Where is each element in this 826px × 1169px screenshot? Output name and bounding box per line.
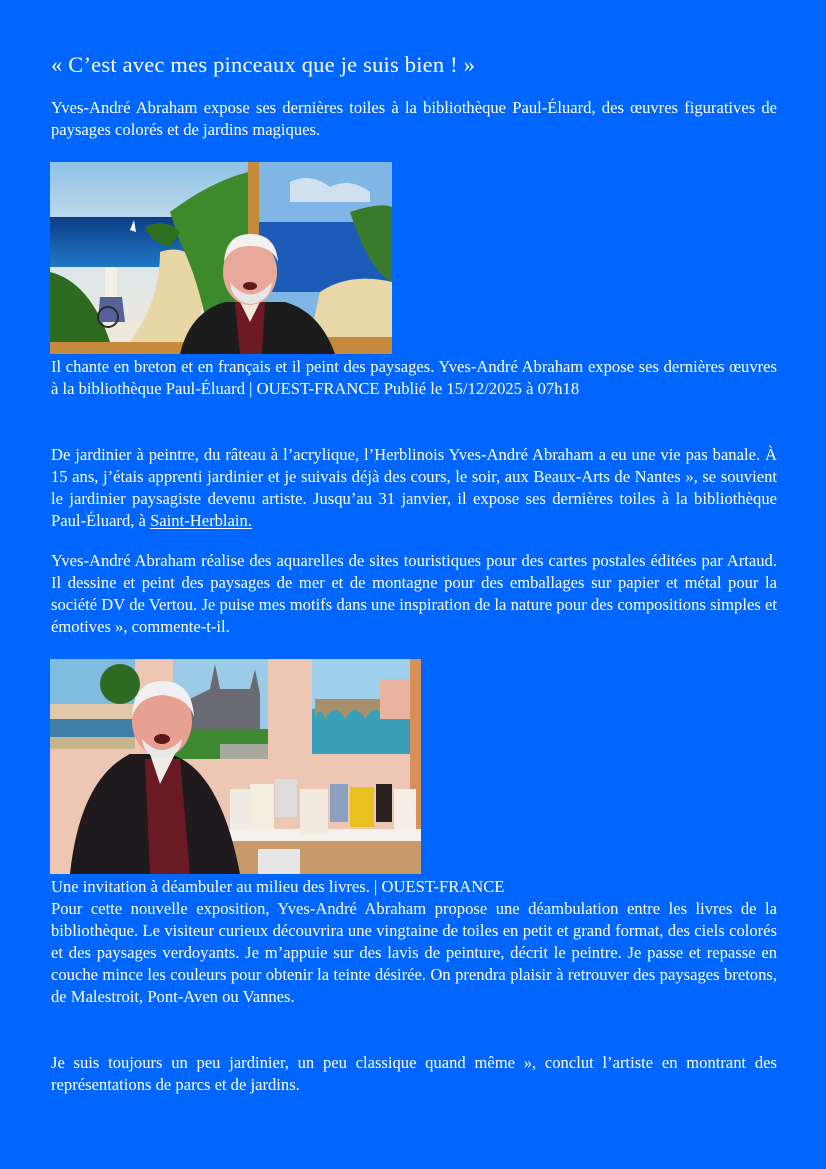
article-title: « C’est avec mes pinceaux que je suis bien ! » — [51, 52, 476, 77]
article-lead: Yves-André Abraham expose ses dernières toiles à la bibliothèque Paul-Éluard, des œuvres figuratives de paysages colorés et de jardins magiques. — [51, 98, 777, 139]
article-paragraph-3: Pour cette nouvelle exposition, Yves-André Abraham propose une déambulation entre les livres de la bibliothèque. Le visiteur curieux découvrira une vingtaine de toiles en petit et grand format, des ciels colorés et des paysages verdoyants. Je m’appuie sur des lavis de peinture, décrit le peintre. Je passe et repasse en couche mince les couleurs pour obtenir la teinte désirée. On prendra plaisir à retrouver des paysages bretons, de Malestroit, Pont-Aven ou Vannes. — [51, 899, 777, 1006]
photo1-caption: Il chante en breton et en français et il peint des paysages. Yves-André Abraham expose ses dernières œuvres à la bibliothèque Paul-Éluard | OUEST-FRANCE Publié le 15/12/2025 à 07h18 — [51, 357, 777, 398]
photo-artist-library — [50, 659, 421, 874]
photo-artist-seascapes — [50, 162, 392, 354]
paragraph-1-text: De jardinier à peintre, du râteau à l’acrylique, l’Herblinois Yves-André Abraham a eu une vie pas banale. À 15 ans, j’étais apprenti jardinier et je suivais déjà des cours, le soir, aux Beaux-Arts de Nantes », se souvient le jardinier paysagiste devenu artiste. Jusqu’au 31 janvier, il expose ses dernières toiles à la bibliothèque Paul-Éluard, à — [51, 445, 777, 530]
saint-herblain-link[interactable]: Saint-Herblain. — [150, 511, 252, 530]
article-paragraph-2: Yves-André Abraham réalise des aquarelles de sites touristiques pour des cartes postales éditées par Artaud. Il dessine et peint des paysages de mer et de montagne pour des emballages sur papier et métal pour la société DV de Vertou. Je puise mes motifs dans une inspiration de la nature pour des compositions simples et émotives », commente-t-il. — [51, 551, 777, 636]
photo2-caption: Une invitation à déambuler au milieu des livres. | OUEST-FRANCE — [51, 877, 505, 896]
article-paragraph-4: Je suis toujours un peu jardinier, un peu classique quand même », conclut l’artiste en montrant des représentations de parcs et de jardins. — [51, 1053, 777, 1094]
article-paragraph-1 — [51, 444, 777, 532]
